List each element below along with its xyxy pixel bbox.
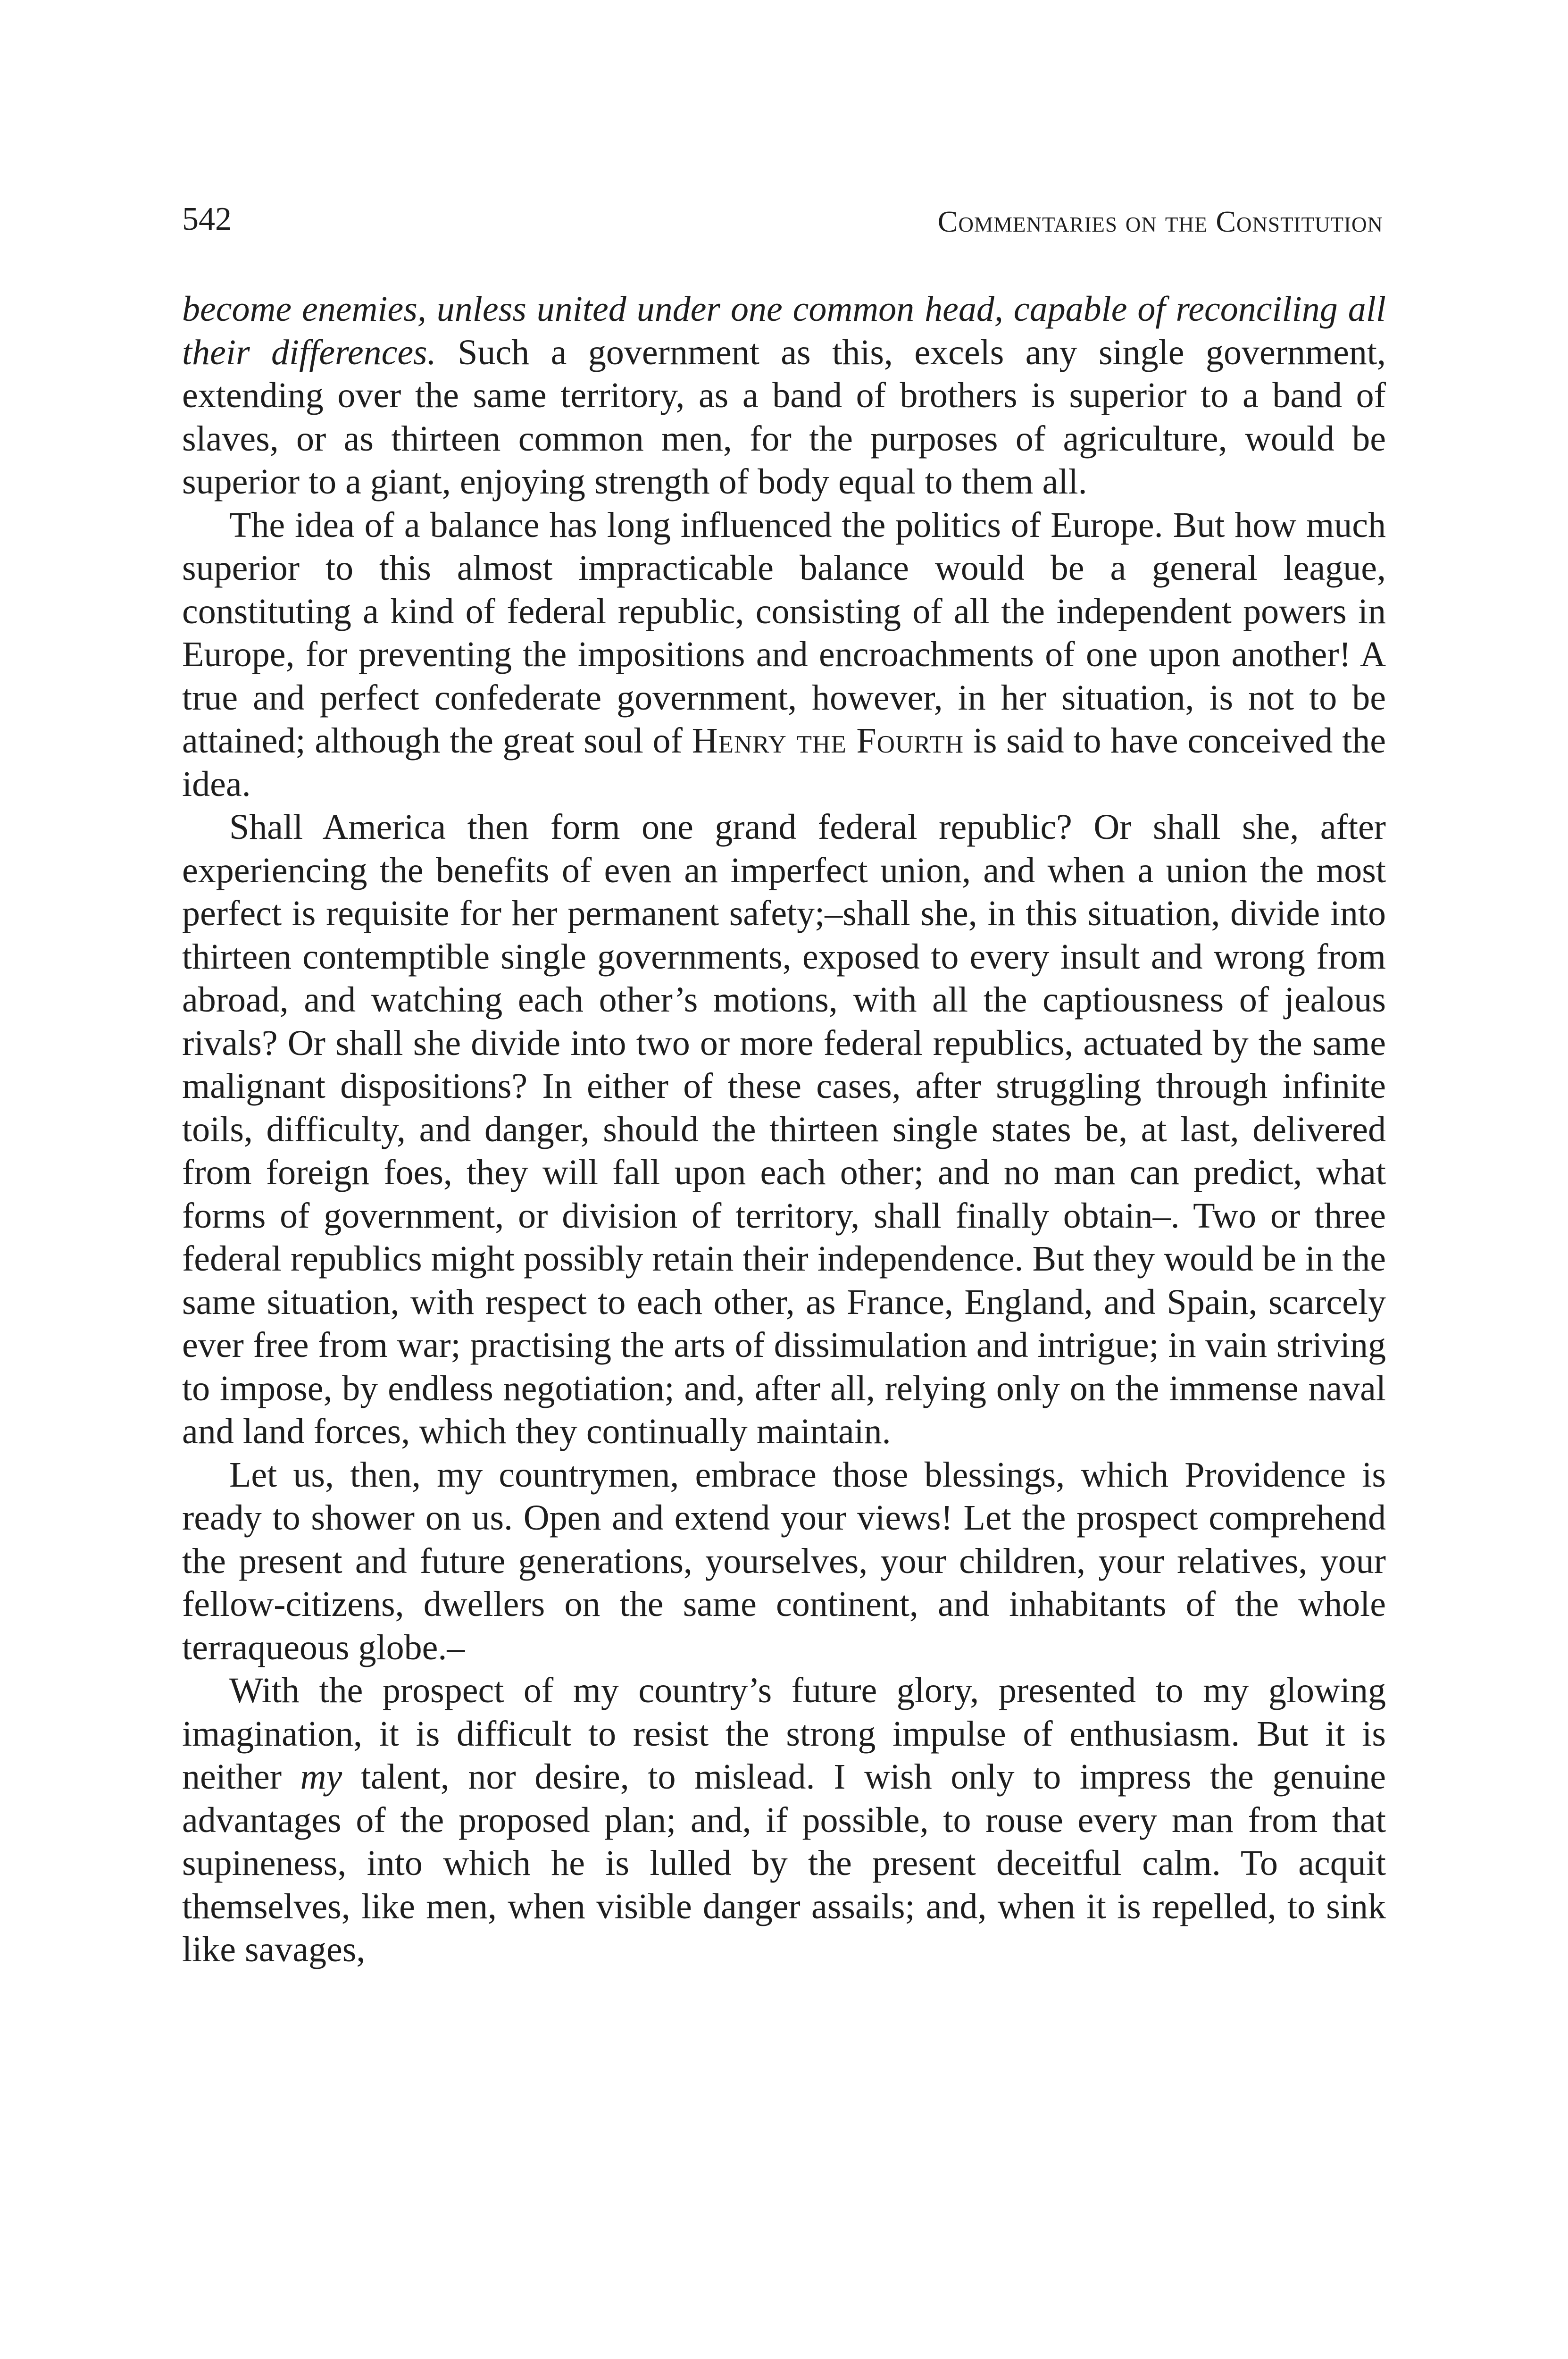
paragraph-2 <box>182 504 1386 806</box>
italic-lead: become enemies, unless united under one common head, capable of reconciling all their differences. <box>182 289 1386 372</box>
paragraph-1 <box>182 288 1386 504</box>
paragraph-2-text-after: is said to have conceived the idea. <box>182 721 1386 804</box>
body-text <box>182 288 1386 1972</box>
paragraph-5 <box>182 1669 1386 1972</box>
henry-the-fourth: Henry the Fourth <box>692 721 964 761</box>
paragraph-5-text-after: talent, nor desire, to mislead. I wish only to impress the genuine advantages of the proposed plan; and, if possible, to rouse every man from that supineness, into which he is lulled by the present deceitful calm. To acquit themselves, like men, when visible danger assails; and, when it is repelled, to sink like savages, <box>182 1757 1386 1969</box>
running-head: Commentaries on the Constitution <box>937 205 1383 238</box>
paragraph-3: Shall America then form one grand federal republic? Or shall she, after experiencing the benefits of even an imperfect union, and when a union the most perfect is requisite for her permanent safety;–shall she, in this situation, divide into thirteen contemptible single governments, exposed to every insult and wrong from abroad, and watching each other’s motions, with all the captiousness of jealous rivals? Or shall she divide into two or more federal republics, actuated by the same malignant dispositions? In either of these cases, after struggling through infinite toils, difficulty, and danger, should the thirteen single states be, at last, delivered from foreign foes, they will fall upon each other; and no man can predict, what forms of government, or division of territory, shall finally obtain–. Two or three federal republics might possibly retain their independence. But they would be in the same situation, with respect to each other, as France, England, and Spain, scarcely ever free from war; practising the arts of dissimulation and intrigue; in vain striving to impose, by endless negotiation; and, after all, relying only on the immense naval and land forces, which they continually maintain. <box>182 807 1386 1451</box>
page-number: 542 <box>182 201 232 237</box>
italic-my: my <box>300 1757 342 1797</box>
paragraph-4: Let us, then, my countrymen, embrace those blessings, which Providence is ready to shower on us. Open and extend your views! Let the prospect comprehend the present and future generations, yourselves, your children, your relatives, your fellow-citizens, dwellers on the same continent, and inhabitants of the whole terraqueous globe.– <box>182 1455 1386 1667</box>
paragraph-5-text-before: With the prospect of my country’s future glory, presented to my glowing imagination, it is difficult to resist the strong impulse of enthusiasm. But it is neither <box>182 1671 1386 1797</box>
paragraph-1-text: Such a government as this, excels any single government, extending over the same territory, as a band of brothers is superior to a band of slaves, or as thirteen common men, for the purposes of agriculture, would be superior to a giant, enjoying strength of body equal to them all. <box>182 332 1386 502</box>
paragraph-2-text-before: The idea of a balance has long influenced the politics of Europe. But how much superior to this almost impracticable balance would be a general league, constituting a kind of federal republic, consisting of all the independent powers in Europe, for preventing the impositions and encroachments of one upon another! A true and perfect confederate government, however, in her situation, is not to be attained; although the great soul of <box>182 505 1386 761</box>
